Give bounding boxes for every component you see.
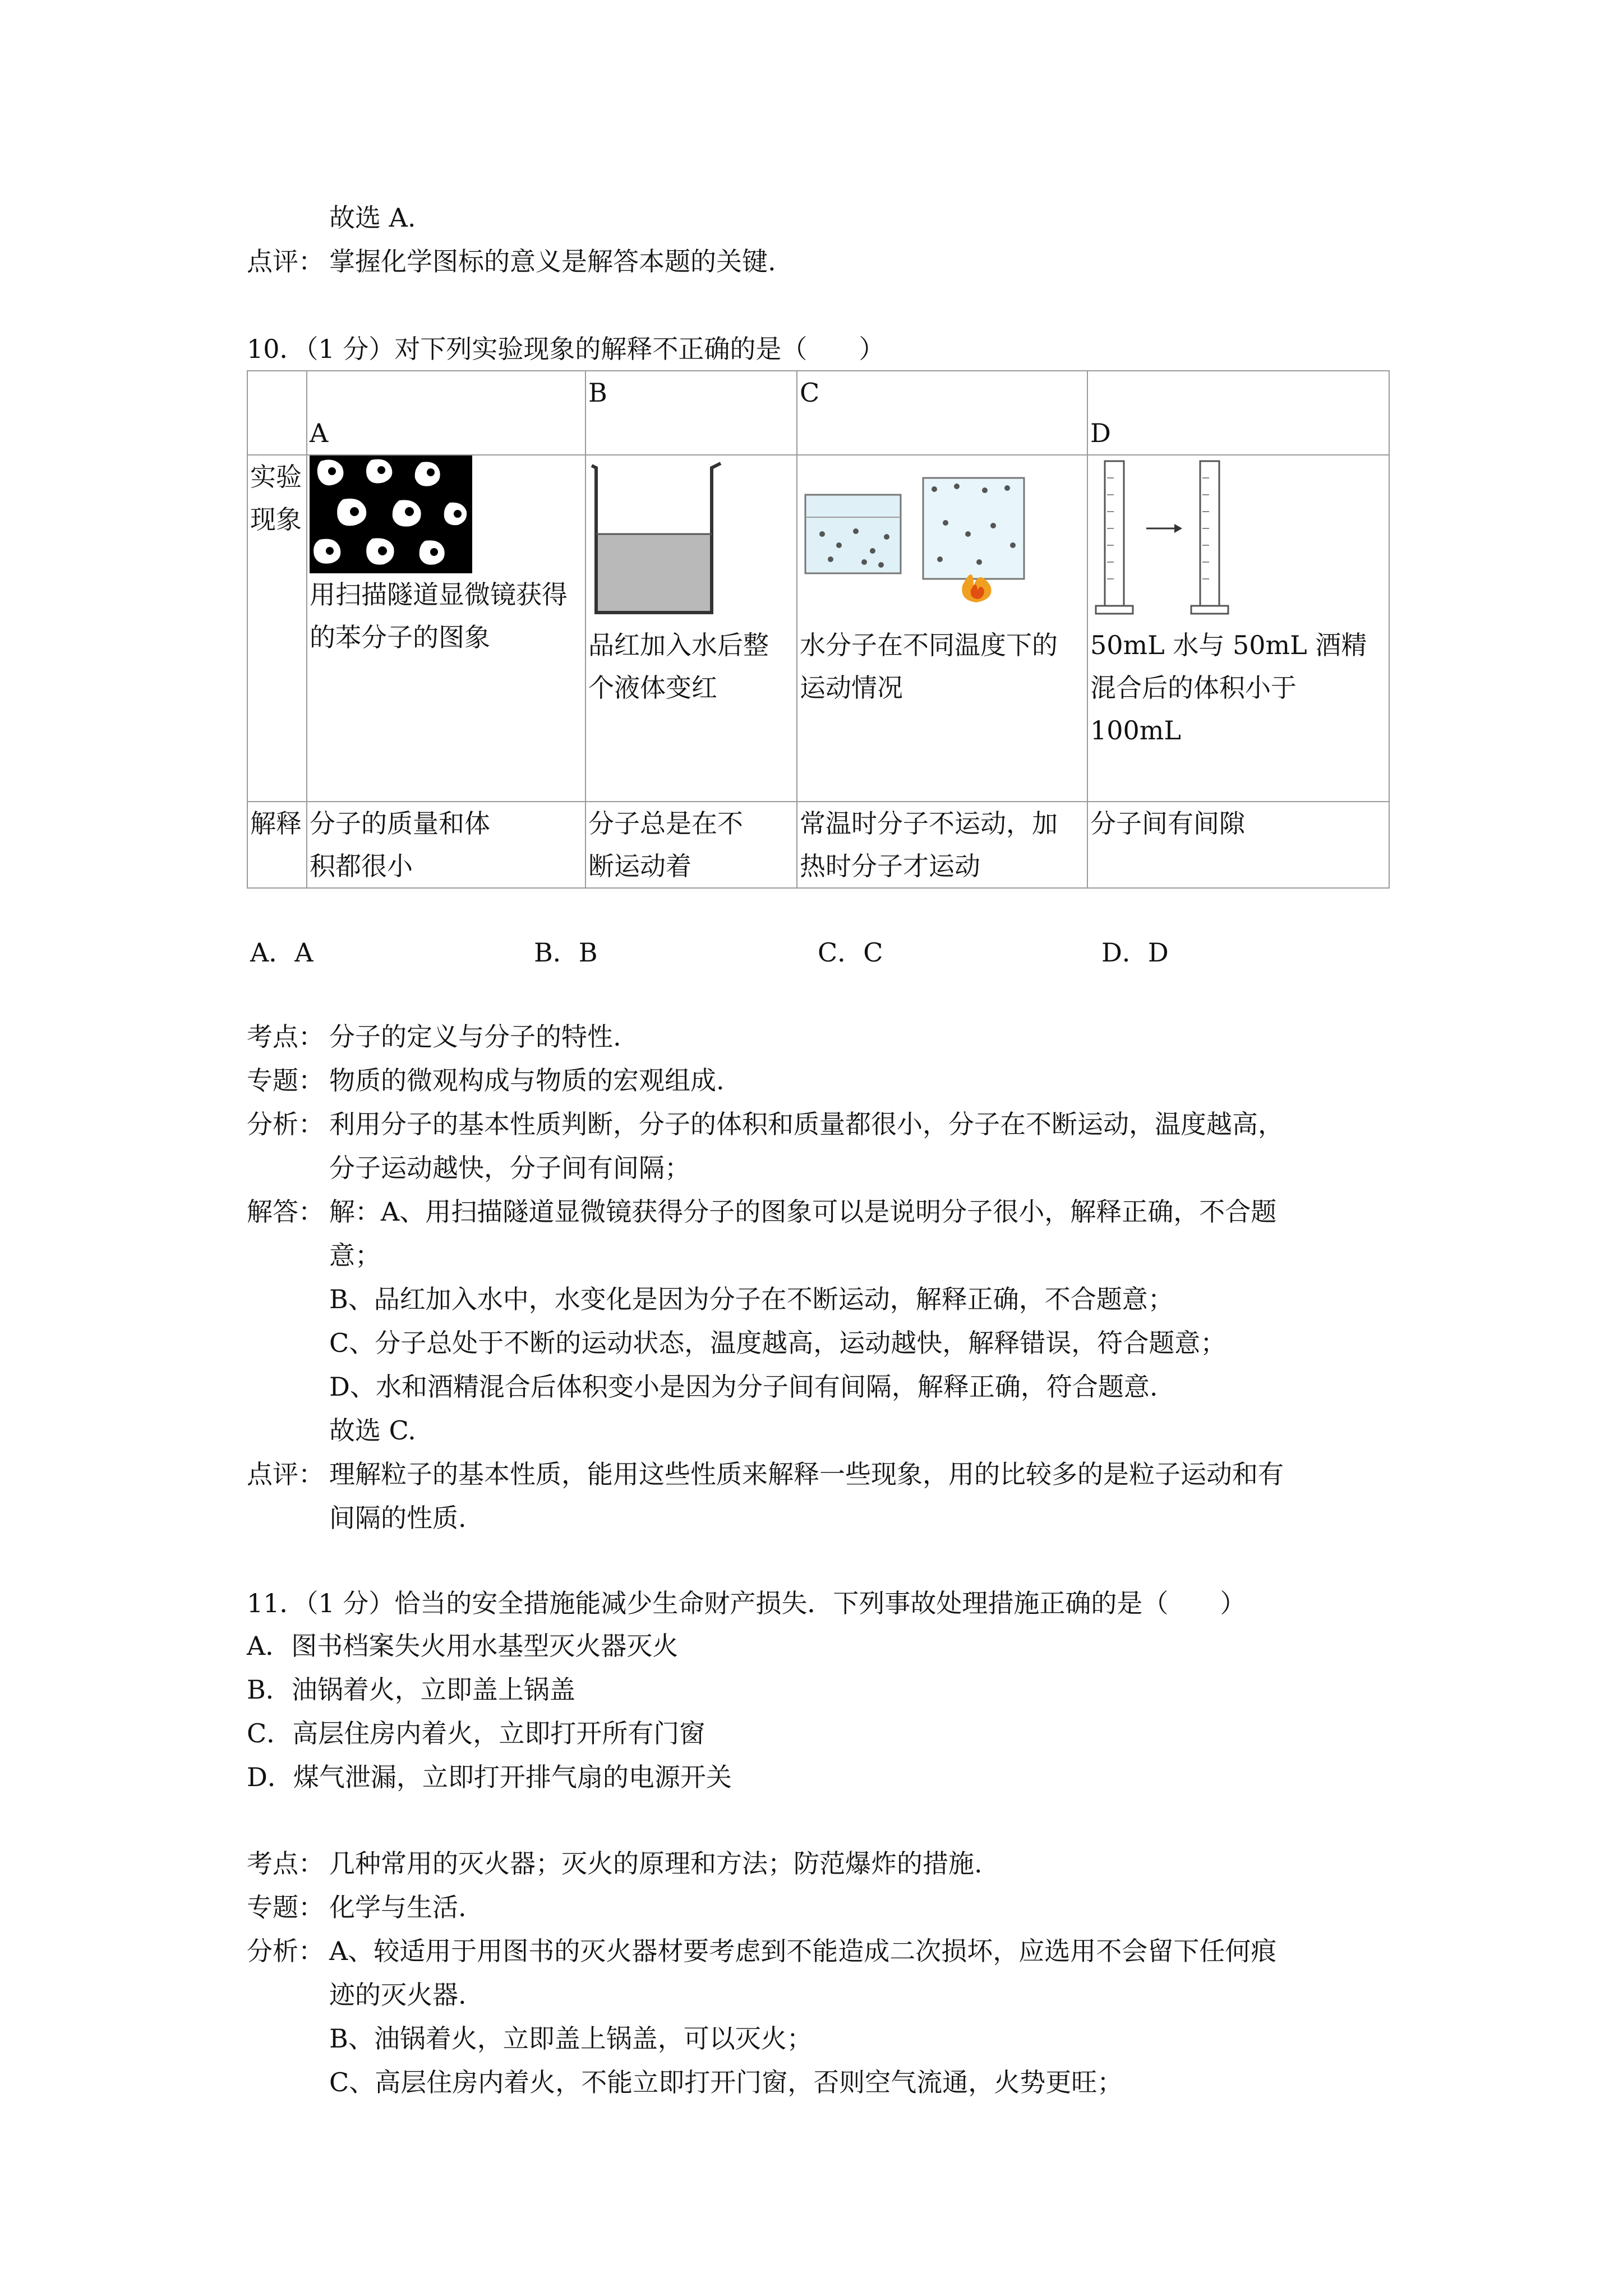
- q10-option-d: D．D: [1101, 937, 1169, 968]
- phenomenon-c: [797, 455, 1087, 802]
- q11-kaodian: 几种常用的灭火器；灭火的原理和方法；防范爆炸的措施.: [329, 1848, 983, 1879]
- q10-fenxi-label: 分析：: [247, 1109, 324, 1139]
- explanation-row: [247, 802, 1389, 888]
- explanation-d: 分子间有间隙: [1087, 802, 1389, 888]
- q11-fenxi-label: 分析：: [247, 1936, 324, 1966]
- explanation-label: 解释: [247, 802, 307, 888]
- q10-option-a: A．A: [250, 937, 313, 968]
- q10-kaodian-label: 考点：: [247, 1022, 324, 1052]
- phenomenon-b-text: 品红加入水后整个液体变红: [588, 630, 769, 703]
- header-d: D: [1087, 371, 1389, 455]
- header-a: A: [307, 371, 585, 455]
- q11-zhuanti: 化学与生活.: [329, 1892, 467, 1922]
- q11-stem: 11．（1 分）恰当的安全措施能减少生命财产损失．下列事故处理措施正确的是（ ）: [247, 1588, 1246, 1618]
- q10-option-b: B．B: [534, 937, 598, 968]
- phenomenon-a: [307, 455, 585, 802]
- q10-jieda-6: 故选 C.: [329, 1415, 416, 1446]
- prev-conclusion: 故选 A.: [329, 203, 416, 233]
- prev-comment: 掌握化学图标的意义是解答本题的关键.: [329, 246, 776, 277]
- q10-kaodian: 分子的定义与分子的特性.: [329, 1022, 621, 1052]
- q11-option-d: D．煤气泄漏，立即打开排气扇的电源开关: [247, 1762, 732, 1792]
- phenomenon-c-text: 水分子在不同温度下的运动情况: [800, 630, 1058, 703]
- q11-fenxi-3: B、油锅着火，立即盖上锅盖，可以灭火；: [329, 2023, 813, 2054]
- q10-jieda-1: 解：A、用扫描隧道显微镜获得分子的图象可以是说明分子很小，解释正确，不合题: [329, 1197, 1277, 1227]
- q10-fenxi-2: 分子运动越快，分子间有间隔；: [329, 1153, 690, 1183]
- q10-zhuanti-label: 专题：: [247, 1065, 324, 1096]
- explanation-a: 分子的质量和体积都很小: [307, 802, 585, 888]
- explanation-c: 常温时分子不运动，加热时分子才运动: [797, 802, 1087, 888]
- q11-option-c: C．高层住房内着火，立即打开所有门窗: [247, 1718, 706, 1749]
- explanation-b: 分子总是在不断运动着: [585, 802, 797, 888]
- q11-option-b: B．油锅着火，立即盖上锅盖: [247, 1674, 575, 1705]
- q11-fenxi-1: A、较适用于用图书的灭火器材要考虑到不能造成二次损坏，应选用不会留下任何痕: [329, 1936, 1277, 1966]
- q10-stem: 10．（1 分）对下列实验现象的解释不正确的是（ ）: [247, 334, 885, 364]
- phenomenon-d: [1087, 455, 1389, 802]
- q10-jieda-2: 意；: [329, 1240, 381, 1271]
- phenomenon-label: 实验现象: [247, 455, 307, 802]
- q11-zhuanti-label: 专题：: [247, 1892, 324, 1922]
- phenomenon-d-text: 50mL 水与 50mL 酒精混合后的体积小于 100mL: [1090, 630, 1367, 746]
- phenomenon-b: [585, 455, 797, 802]
- q11-option-a: A．图书档案失火用水基型灭火器灭火: [247, 1631, 679, 1661]
- beaker-red-liquid-image: [588, 455, 734, 624]
- prev-comment-label: 点评：: [247, 246, 324, 277]
- q10-zhuanti: 物质的微观构成与物质的宏观组成.: [329, 1065, 725, 1096]
- q10-jieda-4: C、分子总处于不断的运动状态，温度越高，运动越快，解释错误，符合题意；: [329, 1328, 1227, 1358]
- table-header-row: [247, 371, 1389, 455]
- header-empty-cell: [247, 371, 307, 455]
- q10-option-c: C．C: [818, 937, 883, 968]
- q10-jieda-label: 解答：: [247, 1197, 324, 1227]
- header-b: B: [585, 371, 797, 455]
- phenomenon-a-text: 用扫描隧道显微镜获得的苯分子的图象: [310, 579, 568, 652]
- water-molecules-temperature-image: [800, 455, 1080, 624]
- q11-fenxi-2: 迹的灭火器.: [329, 1980, 467, 2010]
- q10-dianping-1: 理解粒子的基本性质，能用这些性质来解释一些现象，用的比较多的是粒子运动和有: [329, 1459, 1284, 1489]
- q10-jieda-3: B、品红加入水中，水变化是因为分子在不断运动，解释正确，不合题意；: [329, 1284, 1174, 1314]
- q11-fenxi-4: C、高层住房内着火，不能立即打开门窗，否则空气流通，火势更旺；: [329, 2067, 1123, 2097]
- graduated-cylinders-image: [1090, 455, 1275, 624]
- q11-kaodian-label: 考点：: [247, 1848, 324, 1879]
- q10-dianping-2: 间隔的性质.: [329, 1503, 467, 1533]
- benzene-stm-image: [310, 455, 472, 573]
- q10-dianping-label: 点评：: [247, 1459, 324, 1489]
- q10-fenxi-1: 利用分子的基本性质判断，分子的体积和质量都很小，分子在不断运动，温度越高，: [329, 1109, 1284, 1139]
- phenomenon-row: [247, 455, 1389, 802]
- q10-jieda-5: D、水和酒精混合后体积变小是因为分子间有间隔，解释正确，符合题意.: [329, 1372, 1158, 1402]
- header-c: C: [797, 371, 1087, 455]
- experiment-table: [247, 370, 1390, 889]
